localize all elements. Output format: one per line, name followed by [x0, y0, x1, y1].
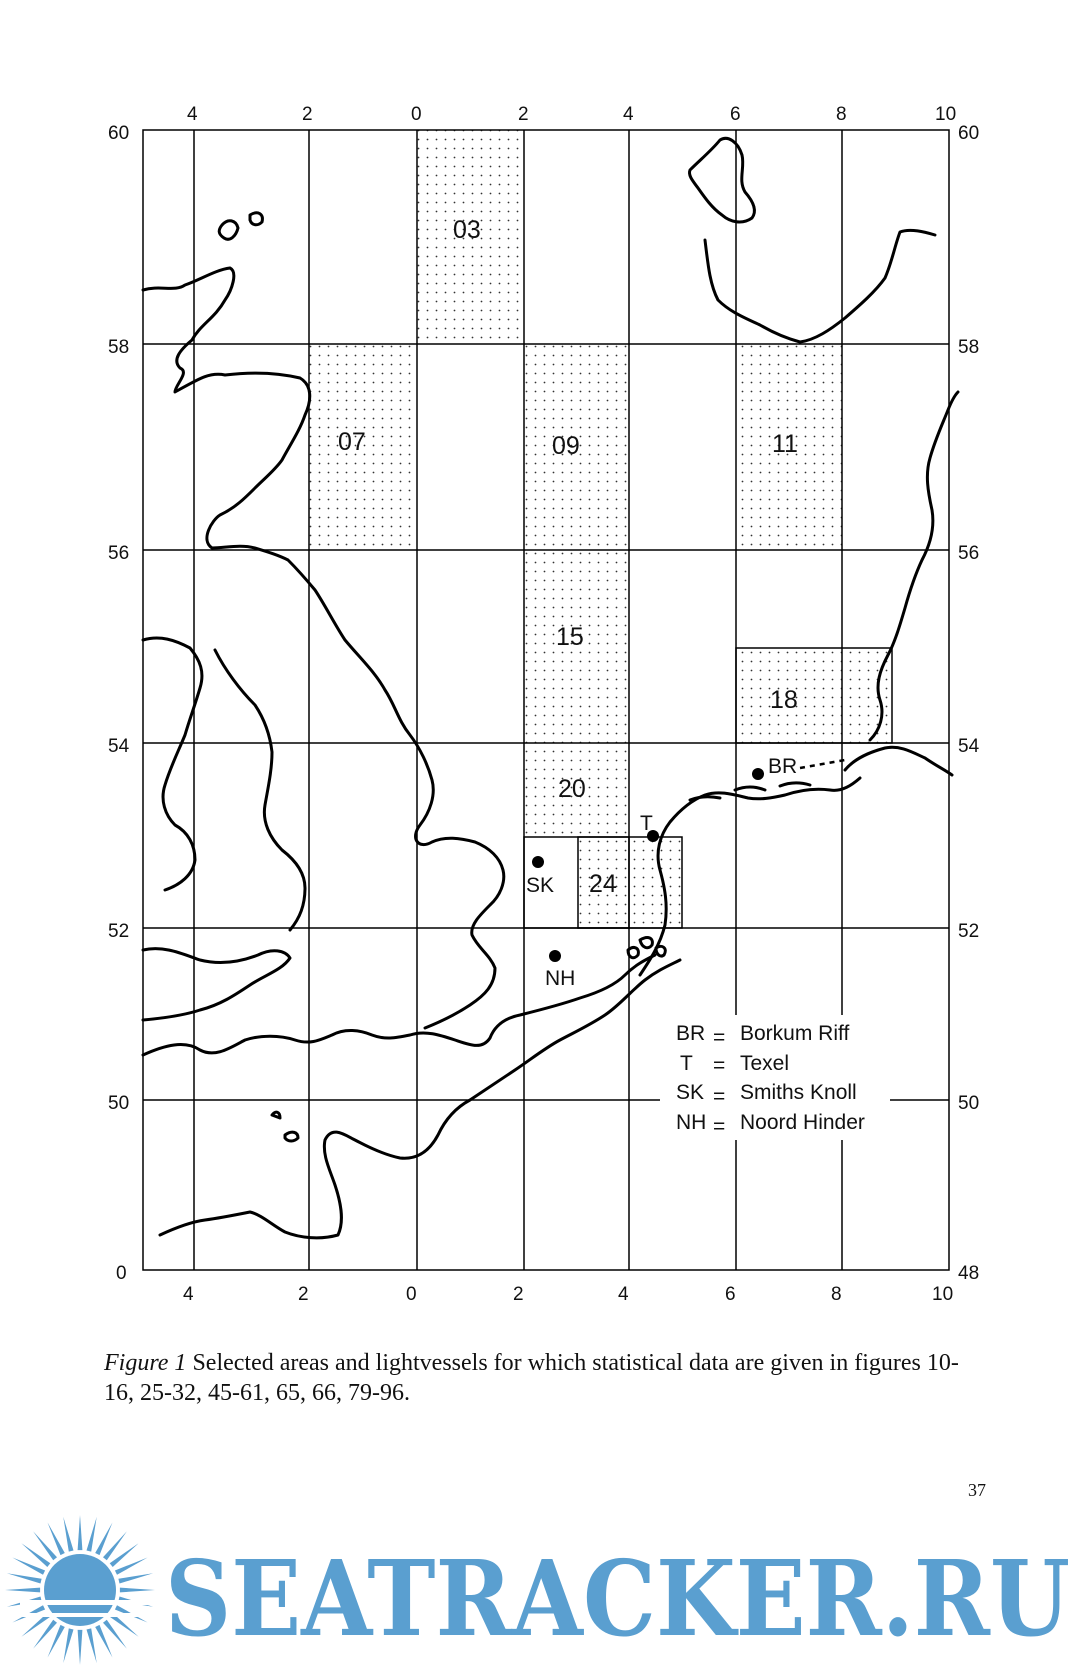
legend-sep: = [713, 1085, 726, 1108]
sun-ray [120, 1588, 155, 1593]
station-label-br: BR [768, 755, 798, 778]
station-label-nh: NH [545, 967, 576, 990]
sun-ray [63, 1517, 73, 1552]
br-dashed-line [800, 760, 845, 768]
stippled-areas [309, 130, 892, 928]
sun-ray [118, 1573, 153, 1583]
watermark [0, 1505, 1080, 1665]
left-axis-tick: 50 [108, 1093, 130, 1114]
top-axis [187, 104, 956, 125]
top-axis-tick: 4 [623, 104, 634, 125]
cornwall-coast [143, 949, 290, 1020]
left-axis-tick: 60 [108, 123, 130, 144]
right-axis-tick: 60 [958, 123, 980, 144]
station-label-t: T [640, 812, 653, 835]
bottom-axis-tick: 0 [406, 1284, 417, 1305]
watermark-text: SEATRACKER.RU [165, 1537, 1070, 1660]
wales-coast [143, 638, 202, 890]
legend-code: T [680, 1052, 693, 1075]
norway-coast [705, 230, 935, 342]
area-label-11: 11 [772, 430, 798, 458]
left-axis-tick: 52 [108, 921, 130, 942]
legend-code: SK [676, 1081, 705, 1104]
top-axis-tick: 2 [302, 104, 313, 125]
right-axis-tick: 52 [958, 921, 980, 942]
right-axis-tick: 50 [958, 1093, 980, 1114]
top-axis-tick: 2 [518, 104, 529, 125]
left-axis-tick: 58 [108, 337, 130, 358]
legend-name: Smiths Knoll [740, 1081, 857, 1104]
sun-ray [5, 1588, 40, 1593]
legend-name: Borkum Riff [740, 1022, 850, 1045]
station-label-sk: SK [526, 874, 555, 897]
station-marker-sk [532, 856, 544, 868]
right-axis-tick: 58 [958, 337, 980, 358]
top-axis-tick: 0 [411, 104, 422, 125]
norway-fjords [689, 138, 754, 222]
legend-code: BR [676, 1022, 706, 1045]
area-label-09: 09 [552, 432, 580, 460]
right-axis-tick: 54 [958, 736, 980, 757]
figure-caption [104, 1348, 964, 1408]
right-axis-tick: 56 [958, 543, 980, 564]
caption-text: Selected areas and lightvessels for which statistical data are given in figures 10-16, 25-32, 45-61, 65, 66, 79-96. [104, 1350, 959, 1406]
legend-sep: = [713, 1115, 726, 1138]
area-label-18: 18 [770, 686, 798, 714]
right-axis-tick: 48 [958, 1263, 980, 1284]
left-axis [108, 123, 130, 1284]
top-axis-tick: 8 [836, 104, 847, 125]
sun-ray [78, 1630, 83, 1665]
sun-ray [87, 1517, 97, 1552]
station-marker-br [752, 768, 764, 780]
sun-ray [87, 1628, 97, 1663]
legend-name: Texel [740, 1052, 790, 1075]
legend-code: NH [676, 1111, 707, 1134]
right-axis [958, 123, 980, 1284]
page-number: 37 [968, 1480, 986, 1500]
legend-sep: = [713, 1054, 726, 1077]
left-axis-tick: 0 [116, 1263, 127, 1284]
legend-name: Noord Hinder [740, 1111, 865, 1134]
map-legend [665, 1015, 890, 1140]
bottom-axis-tick: 8 [831, 1284, 842, 1305]
figure-label: Figure 1 [104, 1350, 187, 1376]
sun-ray [63, 1628, 73, 1663]
area-label-07: 07 [338, 428, 366, 456]
channel-islands [272, 1112, 298, 1141]
bottom-axis-tick: 10 [932, 1284, 954, 1305]
bottom-axis [183, 1284, 953, 1305]
sun-ray [78, 1515, 83, 1550]
area-label-24: 24 [589, 870, 617, 898]
left-axis-tick: 56 [108, 543, 130, 564]
bottom-axis-tick: 2 [298, 1284, 309, 1305]
brittany-coast [160, 960, 680, 1238]
top-axis-tick: 4 [187, 104, 198, 125]
top-axis-tick: 6 [730, 104, 741, 125]
sun-logo [5, 1515, 155, 1665]
sun-ray [7, 1573, 42, 1583]
left-axis-tick: 54 [108, 736, 130, 757]
bottom-axis-tick: 4 [183, 1284, 194, 1305]
shetland-islands [219, 213, 262, 239]
station-marker-nh [549, 950, 561, 962]
area-18-fill [736, 648, 892, 743]
bottom-axis-tick: 2 [513, 1284, 524, 1305]
england-south-coast [143, 955, 655, 1055]
ireland-sea-coast [215, 650, 305, 930]
bottom-axis-tick: 4 [618, 1284, 629, 1305]
top-axis-tick: 10 [935, 104, 957, 125]
area-label-03: 03 [453, 216, 481, 244]
legend-sep: = [713, 1026, 726, 1049]
area-label-15: 15 [556, 623, 584, 651]
area-label-20: 20 [558, 775, 586, 803]
bottom-axis-tick: 6 [725, 1284, 736, 1305]
